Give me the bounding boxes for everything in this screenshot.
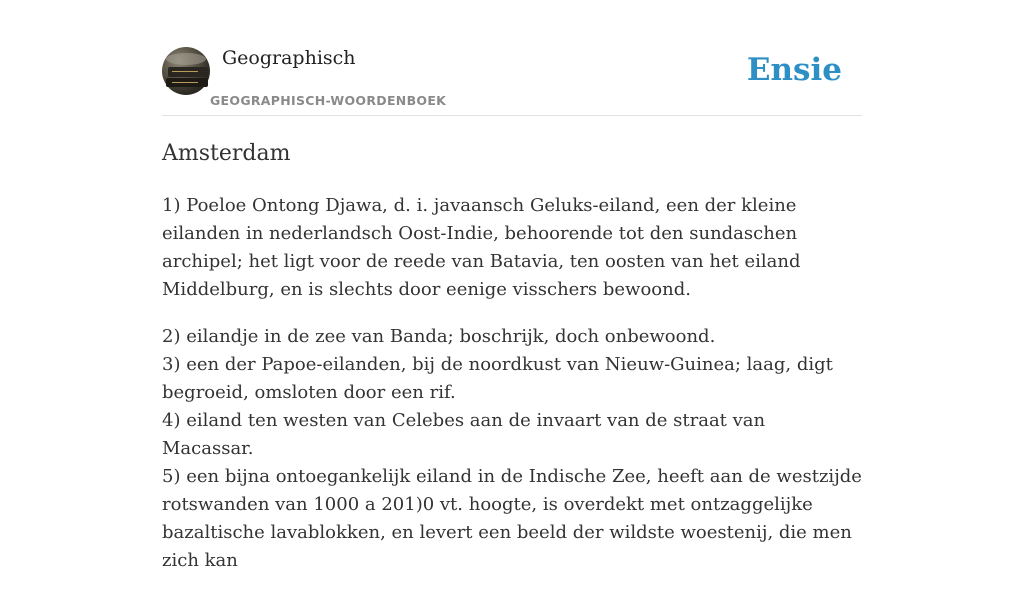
page-container	[162, 0, 862, 571]
entry-line-2: 2) eilandje in de zee van Banda; boschrijk, doch onbewoond.	[162, 326, 716, 347]
entry-line-3: 3) een der Papoe-eilanden, bij de noordkust van Nieuw-Guinea; laag, digt begroeid, omsloten door een rif.	[162, 354, 833, 403]
avatar-book-stripe-1	[172, 71, 198, 72]
avatar-highlight	[166, 53, 206, 65]
brand-logo-link[interactable]: Ensie	[746, 52, 842, 88]
source-title-link[interactable]: Geographisch	[222, 47, 356, 69]
entry-paragraph-1: 1) Poeloe Ontong Djawa, d. i. javaansch Geluks-eiland, een der kleine eilanden in nederlandsch Oost-Indie, behoorende tot den sundaschen archipel; het ligt voor de reede van Batavia, ten oosten van het eiland Middelburg, en is slechts door eenige visschers bewoond.	[162, 195, 801, 300]
source-subtitle-link[interactable]: GEOGRAPHISCH-WOORDENBOEK	[210, 93, 447, 108]
entry-header	[162, 0, 862, 116]
entry-line-4: 4) eiland ten westen van Celebes aan de invaart van de straat van Macassar.	[162, 410, 766, 459]
entry-line-5: 5) een bijna ontoegankelijk eiland in de Indische Zee, heeft aan de westzijde rotswanden van 1000 a 201)0 vt. hoogte, is overdekt met ontzaggelijke bazaltische lavablokken, en levert een beeld der wildste woestenij, die men zich kan	[162, 466, 862, 571]
entry-title: Amsterdam	[162, 141, 291, 166]
avatar-book-stripe-2	[172, 82, 198, 83]
entry-body	[162, 192, 862, 594]
source-avatar[interactable]	[162, 47, 210, 95]
avatar-book-1	[168, 67, 208, 77]
entry-paragraph-2	[162, 323, 862, 575]
